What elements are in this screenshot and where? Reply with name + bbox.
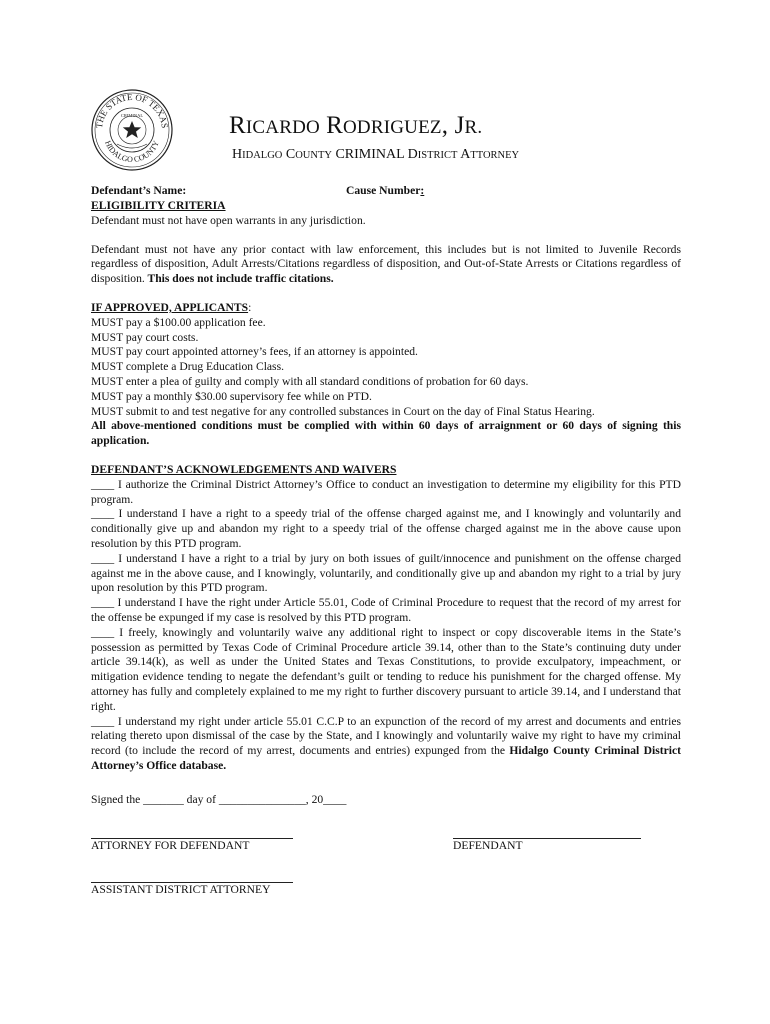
signed-date-line: Signed the _______ day of _______________, 20____ — [91, 793, 347, 806]
office-title: HIDALGO COUNTY CRIMINAL DISTRICT ATTORNEY — [232, 147, 520, 162]
document-body — [91, 184, 681, 774]
acknowledgement-item: ____ I understand I have a right to a trial by jury on both issues of guilt/innocence and punishment on the offense charged against me in the above cause, and I knowingly, voluntarily, and conditionally give up and abandon my right to a trial by jury upon resolution by this PTD program. — [91, 551, 681, 595]
approved-heading: IF APPROVED, APPLICANTS: — [91, 300, 252, 314]
defendant-name-label: Defendant’s Name: — [91, 184, 187, 197]
assistant-district-attorney-label: ASSISTANT DISTRICT ATTORNEY — [91, 883, 271, 896]
seal-text-top: THE STATE OF TEXAS — [93, 91, 170, 129]
acknowledgement-item: ____ I freely, knowingly and voluntarily waive any additional right to inspect or copy discoverable items in the State’s possession as permitted by Texas Code of Criminal Procedure article 39.14, other than to the State’s continuing duty under article 39.14(k), as well as under the United States and Texas Constitutions, to provide exculpatory, impeachment, or mitigation evidence tending to negate the defendant’s guilt or tending to reduce his punishment for the charged offense. My attorney has fully and completely explained to me my right to further discovery pursuant to article 39.14, and I understand that right. — [91, 625, 681, 713]
seal-text-bottom: HIDALGO COUNTY — [103, 139, 161, 165]
eligibility-paragraph: Defendant must not have any prior contact with law enforcement, this includes but is not limited to Juvenile Records regardless of disposition, Adult Arrests/Citations regardless of disposition, and Out-of-State Arrests or Citations regardless of disposition. This does not include traffic citations. — [91, 242, 681, 286]
defendant-label: DEFENDANT — [453, 839, 523, 852]
approved-item: MUST submit to and test negative for any controlled substances in Court on the day of Final Status Hearing. — [91, 404, 595, 418]
approved-item: MUST complete a Drug Education Class. — [91, 360, 284, 374]
approved-item: MUST pay a monthly $30.00 supervisory fee while on PTD. — [91, 389, 372, 403]
acknowledgement-item: ____ I understand I have a right to a speedy trial of the offense charged against me, and I knowingly and voluntarily and conditionally give up and abandon my right to a speedy trial of the offense charged against me in the above cause upon resolution by this PTD program. — [91, 507, 681, 550]
approved-item: MUST pay a $100.00 application fee. — [91, 315, 266, 329]
attorney-name: RICARDO RODRIGUEZ, JR. — [229, 112, 483, 139]
acknowledgement-item: ____ I understand I have the right under Article 55.01, Code of Criminal Procedure to request that the record of my arrest for the offense be expunged if my case is resolved by this PTD program. — [91, 596, 681, 624]
acknowledgements-heading: DEFENDANT’S ACKNOWLEDGEMENTS AND WAIVERS — [91, 462, 397, 476]
acknowledgement-item: ____ I authorize the Criminal District Attorney’s Office to conduct an investigation to determine my eligibility for this PTD program. — [91, 477, 681, 506]
seal-text-mid: CRIMINAL — [120, 113, 144, 118]
case-fields — [91, 184, 681, 199]
texas-seal-icon — [90, 88, 174, 172]
acknowledgement-item-last: ____ I understand my right under article 55.01 C.C.P to an expunction of the record of my arrest and documents and entries relating thereto upon dismissal of the case by the State, and I knowingly and voluntarily waive my right to have my criminal record (to include the record of my arrest, documents and entries) expunged from the Hidalgo County Criminal District Attorney’s Office database. — [91, 714, 682, 772]
eligibility-heading: ELIGIBILITY CRITERIA — [91, 199, 226, 212]
approved-item: MUST pay court costs. — [91, 330, 199, 344]
approved-closing: All above-mentioned conditions must be complied with within 60 days of arraignment or 60 days of signing this application. — [91, 419, 681, 448]
eligibility-line-1: Defendant must not have open warrants in any jurisdiction. — [91, 213, 366, 227]
approved-item: MUST pay court appointed attorney’s fees, if an attorney is appointed. — [91, 345, 418, 359]
cause-number-label: Cause Number: — [346, 184, 425, 197]
approved-item: MUST enter a plea of guilty and comply with all standard conditions of probation for 60 days. — [91, 374, 529, 388]
attorney-for-defendant-label: ATTORNEY FOR DEFENDANT — [91, 839, 250, 852]
